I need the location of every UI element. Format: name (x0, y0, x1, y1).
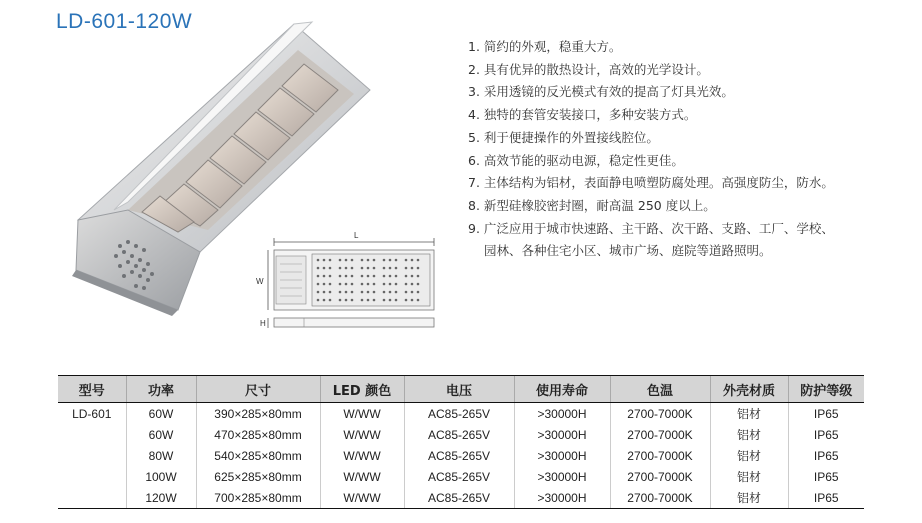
cell: 铝材 (710, 445, 788, 466)
cell: 铝材 (710, 487, 788, 509)
cell: IP65 (788, 487, 864, 509)
cell: 100W (126, 466, 196, 487)
cell (58, 487, 126, 509)
cell: 铝材 (710, 403, 788, 425)
cell: 60W (126, 424, 196, 445)
column-header: 使用寿命 (514, 376, 610, 403)
cell (58, 424, 126, 445)
cell: 2700-7000K (610, 487, 710, 509)
feature-item: 7. 主体结构为铝材，表面静电喷塑防腐处理。高强度防尘，防水。 (468, 175, 834, 191)
cell: >30000H (514, 487, 610, 509)
dim-label-w: W (256, 277, 264, 286)
cell: 120W (126, 487, 196, 509)
cell: W/WW (320, 466, 404, 487)
feature-item: 8. 新型硅橡胶密封圈，耐高温 250 度以上。 (468, 197, 716, 213)
cell: IP65 (788, 424, 864, 445)
column-header: 防护等级 (788, 376, 864, 403)
feature-item: 4. 独特的套管安装接口，多种安装方式。 (468, 107, 697, 123)
page-title: LD-601-120W (56, 10, 193, 33)
cell: 625×285×80mm (196, 466, 320, 487)
table-row (58, 424, 864, 445)
feature-item: 6. 高效节能的驱动电源，稳定性更佳。 (468, 152, 684, 168)
dim-label-l: L (354, 232, 359, 240)
cell: 铝材 (710, 466, 788, 487)
cell (58, 445, 126, 466)
feature-item: 3. 采用透镜的反光模式有效的提高了灯具光效。 (468, 84, 734, 100)
cell: 2700-7000K (610, 403, 710, 425)
column-header: 外壳材质 (710, 376, 788, 403)
cell: 470×285×80mm (196, 424, 320, 445)
cell: AC85-265V (404, 466, 514, 487)
cell: >30000H (514, 445, 610, 466)
cell: 2700-7000K (610, 424, 710, 445)
table-header-row (58, 376, 864, 403)
cell: IP65 (788, 403, 864, 425)
cell: LD-601 (72, 406, 112, 421)
cell: AC85-265V (404, 424, 514, 445)
feature-item: 9. 广泛应用于城市快速路、主干路、次干路、支路、工厂、学校、 (468, 220, 834, 236)
cell: W/WW (320, 445, 404, 466)
cell: AC85-265V (404, 445, 514, 466)
cell: AC85-265V (404, 487, 514, 509)
column-header: 功率 (126, 376, 196, 403)
table-row (58, 445, 864, 466)
cell: W/WW (320, 487, 404, 509)
cell: IP65 (788, 445, 864, 466)
cell: >30000H (514, 403, 610, 425)
cell: W/WW (320, 403, 404, 425)
cell: >30000H (514, 466, 610, 487)
feature-item: 1. 简约的外观，稳重大方。 (468, 39, 622, 54)
table-row (58, 487, 864, 509)
column-header: 电压 (404, 376, 514, 403)
cell: AC85-265V (404, 403, 514, 425)
column-header: 型号 (58, 376, 126, 403)
spec-table (58, 375, 864, 509)
table-row (58, 403, 864, 425)
cell: 60W (126, 403, 196, 425)
dim-label-h: H (260, 319, 266, 328)
column-header: LED 颜色 (320, 376, 404, 403)
feature-item: 5. 利于便捷操作的外置接线腔位。 (468, 129, 659, 145)
cell: 540×285×80mm (196, 445, 320, 466)
cell (58, 466, 126, 487)
feature-item: 2. 具有优异的散热设计，高效的光学设计。 (468, 61, 709, 77)
cell: IP65 (788, 466, 864, 487)
cell: 2700-7000K (610, 466, 710, 487)
column-header: 尺寸 (196, 376, 320, 403)
cell: 2700-7000K (610, 445, 710, 466)
column-header: 色温 (610, 376, 710, 403)
feature-list (468, 36, 888, 263)
cell: 80W (126, 445, 196, 466)
cell: 390×285×80mm (196, 403, 320, 425)
table-row (58, 466, 864, 487)
cell: 铝材 (710, 424, 788, 445)
dimension-diagram (254, 232, 454, 336)
cell: 700×285×80mm (196, 487, 320, 509)
cell: W/WW (320, 424, 404, 445)
cell: >30000H (514, 424, 610, 445)
feature-item-continuation: 园林、各种住宅小区、城市广场、庭院等道路照明。 (484, 243, 772, 259)
